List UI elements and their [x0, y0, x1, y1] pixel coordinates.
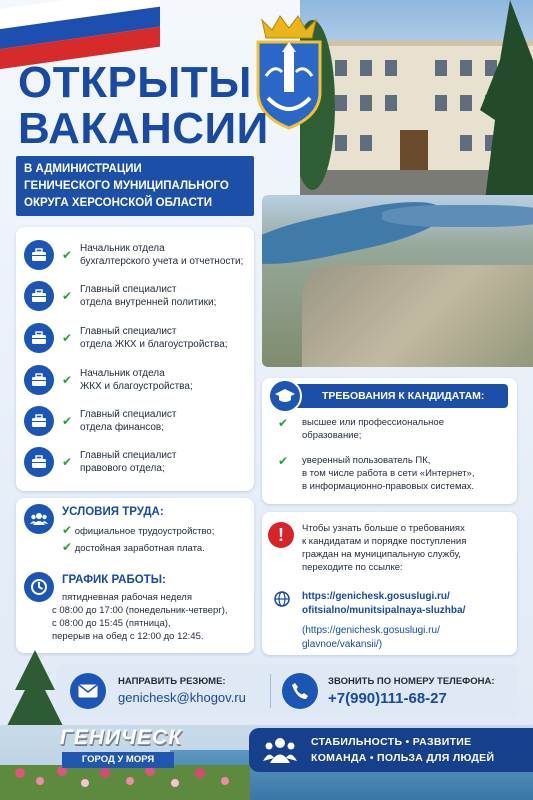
briefcase-icon: [24, 365, 54, 395]
city-sign: [60, 726, 183, 772]
title-line-1: ОТКРЫТЫ: [18, 58, 252, 107]
vacancy-item: ✔ Начальник отдела ЖКХ и благоустройства;: [24, 360, 193, 400]
slogan-banner: [249, 728, 533, 772]
schedule-title: ГРАФИК РАБОТЫ:: [62, 574, 166, 586]
check-icon: ✔: [278, 454, 289, 468]
conditions-item: ✔ официальное трудоустройство;: [62, 523, 215, 537]
phone-link[interactable]: +7(990)111-68-27: [328, 690, 447, 707]
globe-icon: [274, 591, 290, 607]
conditions-item: ✔ достойная заработная плата.: [62, 540, 205, 554]
subtitle-line-3: ОКРУГА ХЕРСОНСКОЙ ОБЛАСТИ: [24, 197, 212, 209]
check-icon: ✔: [62, 331, 73, 345]
check-icon: ✔: [62, 414, 73, 428]
schedule-text: пятидневная рабочая неделя с 08:00 до 17:00 (понедельник-четверг), с 08:00 до 15:45 (пятница), перерыв на обед с 12:00 до 12:45.: [52, 592, 228, 642]
envelope-icon: [70, 673, 106, 709]
requirements-card: [262, 378, 517, 504]
check-icon: ✔: [278, 416, 289, 430]
subtitle-line-1: В АДМИНИСТРАЦИИ: [24, 163, 142, 175]
phone-icon: [282, 673, 318, 709]
slogan-line-1: СТАБИЛЬНОСТЬ • РАЗВИТИЕ: [311, 736, 472, 748]
briefcase-icon: [24, 323, 54, 353]
title-line-2: ВАКАНСИИ: [18, 104, 269, 153]
team-icon: [24, 504, 54, 534]
check-icon: ✔: [62, 523, 73, 537]
graduation-cap-icon: [268, 379, 302, 413]
vacancy-item: ✔ Главный специалист отдела ЖКХ и благоустройства;: [24, 318, 228, 358]
email-link[interactable]: genichesk@khogov.ru: [118, 690, 246, 705]
email-label: НАПРАВИТЬ РЕЗЮМЕ:: [118, 676, 226, 687]
requirements-title: ТРЕБОВАНИЯ К КАНДИДАТАМ:: [280, 384, 508, 408]
exclamation-icon: !: [268, 522, 294, 548]
briefcase-icon: [24, 281, 54, 311]
briefcase-icon: [24, 406, 54, 436]
check-icon: ✔: [62, 540, 73, 554]
conditions-schedule-card: [16, 498, 254, 653]
vacancy-item: ✔ Главный специалист правового отдела;: [24, 442, 177, 482]
phone-label: ЗВОНИТЬ ПО НОМЕРУ ТЕЛЕФОНА:: [328, 676, 495, 687]
conditions-title: УСЛОВИЯ ТРУДА:: [62, 506, 164, 518]
vacancy-item: ✔ Главный специалист отдела финансов;: [24, 401, 177, 441]
vacancy-link[interactable]: https://genichesk.gosuslugi.ru/ ofitsialno/munitsipalnaya-sluzhba/: [302, 591, 466, 616]
requirement-item: ✔ уверенный пользователь ПК, в том числе работа в сети «Интернет», в информационно-правовых системах.: [278, 454, 475, 492]
requirement-item: ✔ высшее или профессиональное образование;: [278, 416, 444, 441]
slogan-line-2: КОМАНДА • ПОЛЬЗА ДЛЯ ЛЮДЕЙ: [311, 752, 495, 764]
check-icon: ✔: [62, 455, 73, 469]
check-icon: ✔: [62, 373, 73, 387]
clock-icon: [24, 572, 54, 602]
briefcase-icon: [24, 447, 54, 477]
check-icon: ✔: [62, 289, 73, 303]
vacancy-item: ✔ Начальник отдела бухгалтерского учета и отчетности;: [24, 235, 243, 275]
city-name: ГЕНИЧЕСК: [60, 726, 183, 749]
alt-vacancy-link[interactable]: (https://genichesk.gosuslugi.ru/ glavnoe/vakansii/): [302, 625, 440, 650]
subtitle-line-2: ГЕНИЧЕСКОГО МУНИЦИПАЛЬНОГО: [24, 180, 229, 192]
briefcase-icon: [24, 240, 54, 270]
vacancies-card: [16, 227, 254, 491]
info-text: Чтобы узнать больше о требованиях к кандидатам и порядке поступления граждан на муниципальную службу, переходите по ссылке:: [302, 523, 467, 573]
vacancy-item: ✔ Главный специалист отдела внутренней политики;: [24, 276, 216, 316]
page-title: [18, 60, 268, 152]
info-card: [262, 512, 517, 655]
city-tagline: ГОРОД У МОРЯ: [62, 752, 174, 768]
check-icon: ✔: [62, 248, 73, 262]
contact-bar: [56, 664, 519, 718]
subtitle-banner: [16, 156, 254, 216]
aerial-city-photo: [262, 195, 533, 367]
conditions-list: [62, 524, 252, 555]
pine-tree-right: [480, 0, 533, 200]
people-group-icon: [263, 736, 297, 764]
